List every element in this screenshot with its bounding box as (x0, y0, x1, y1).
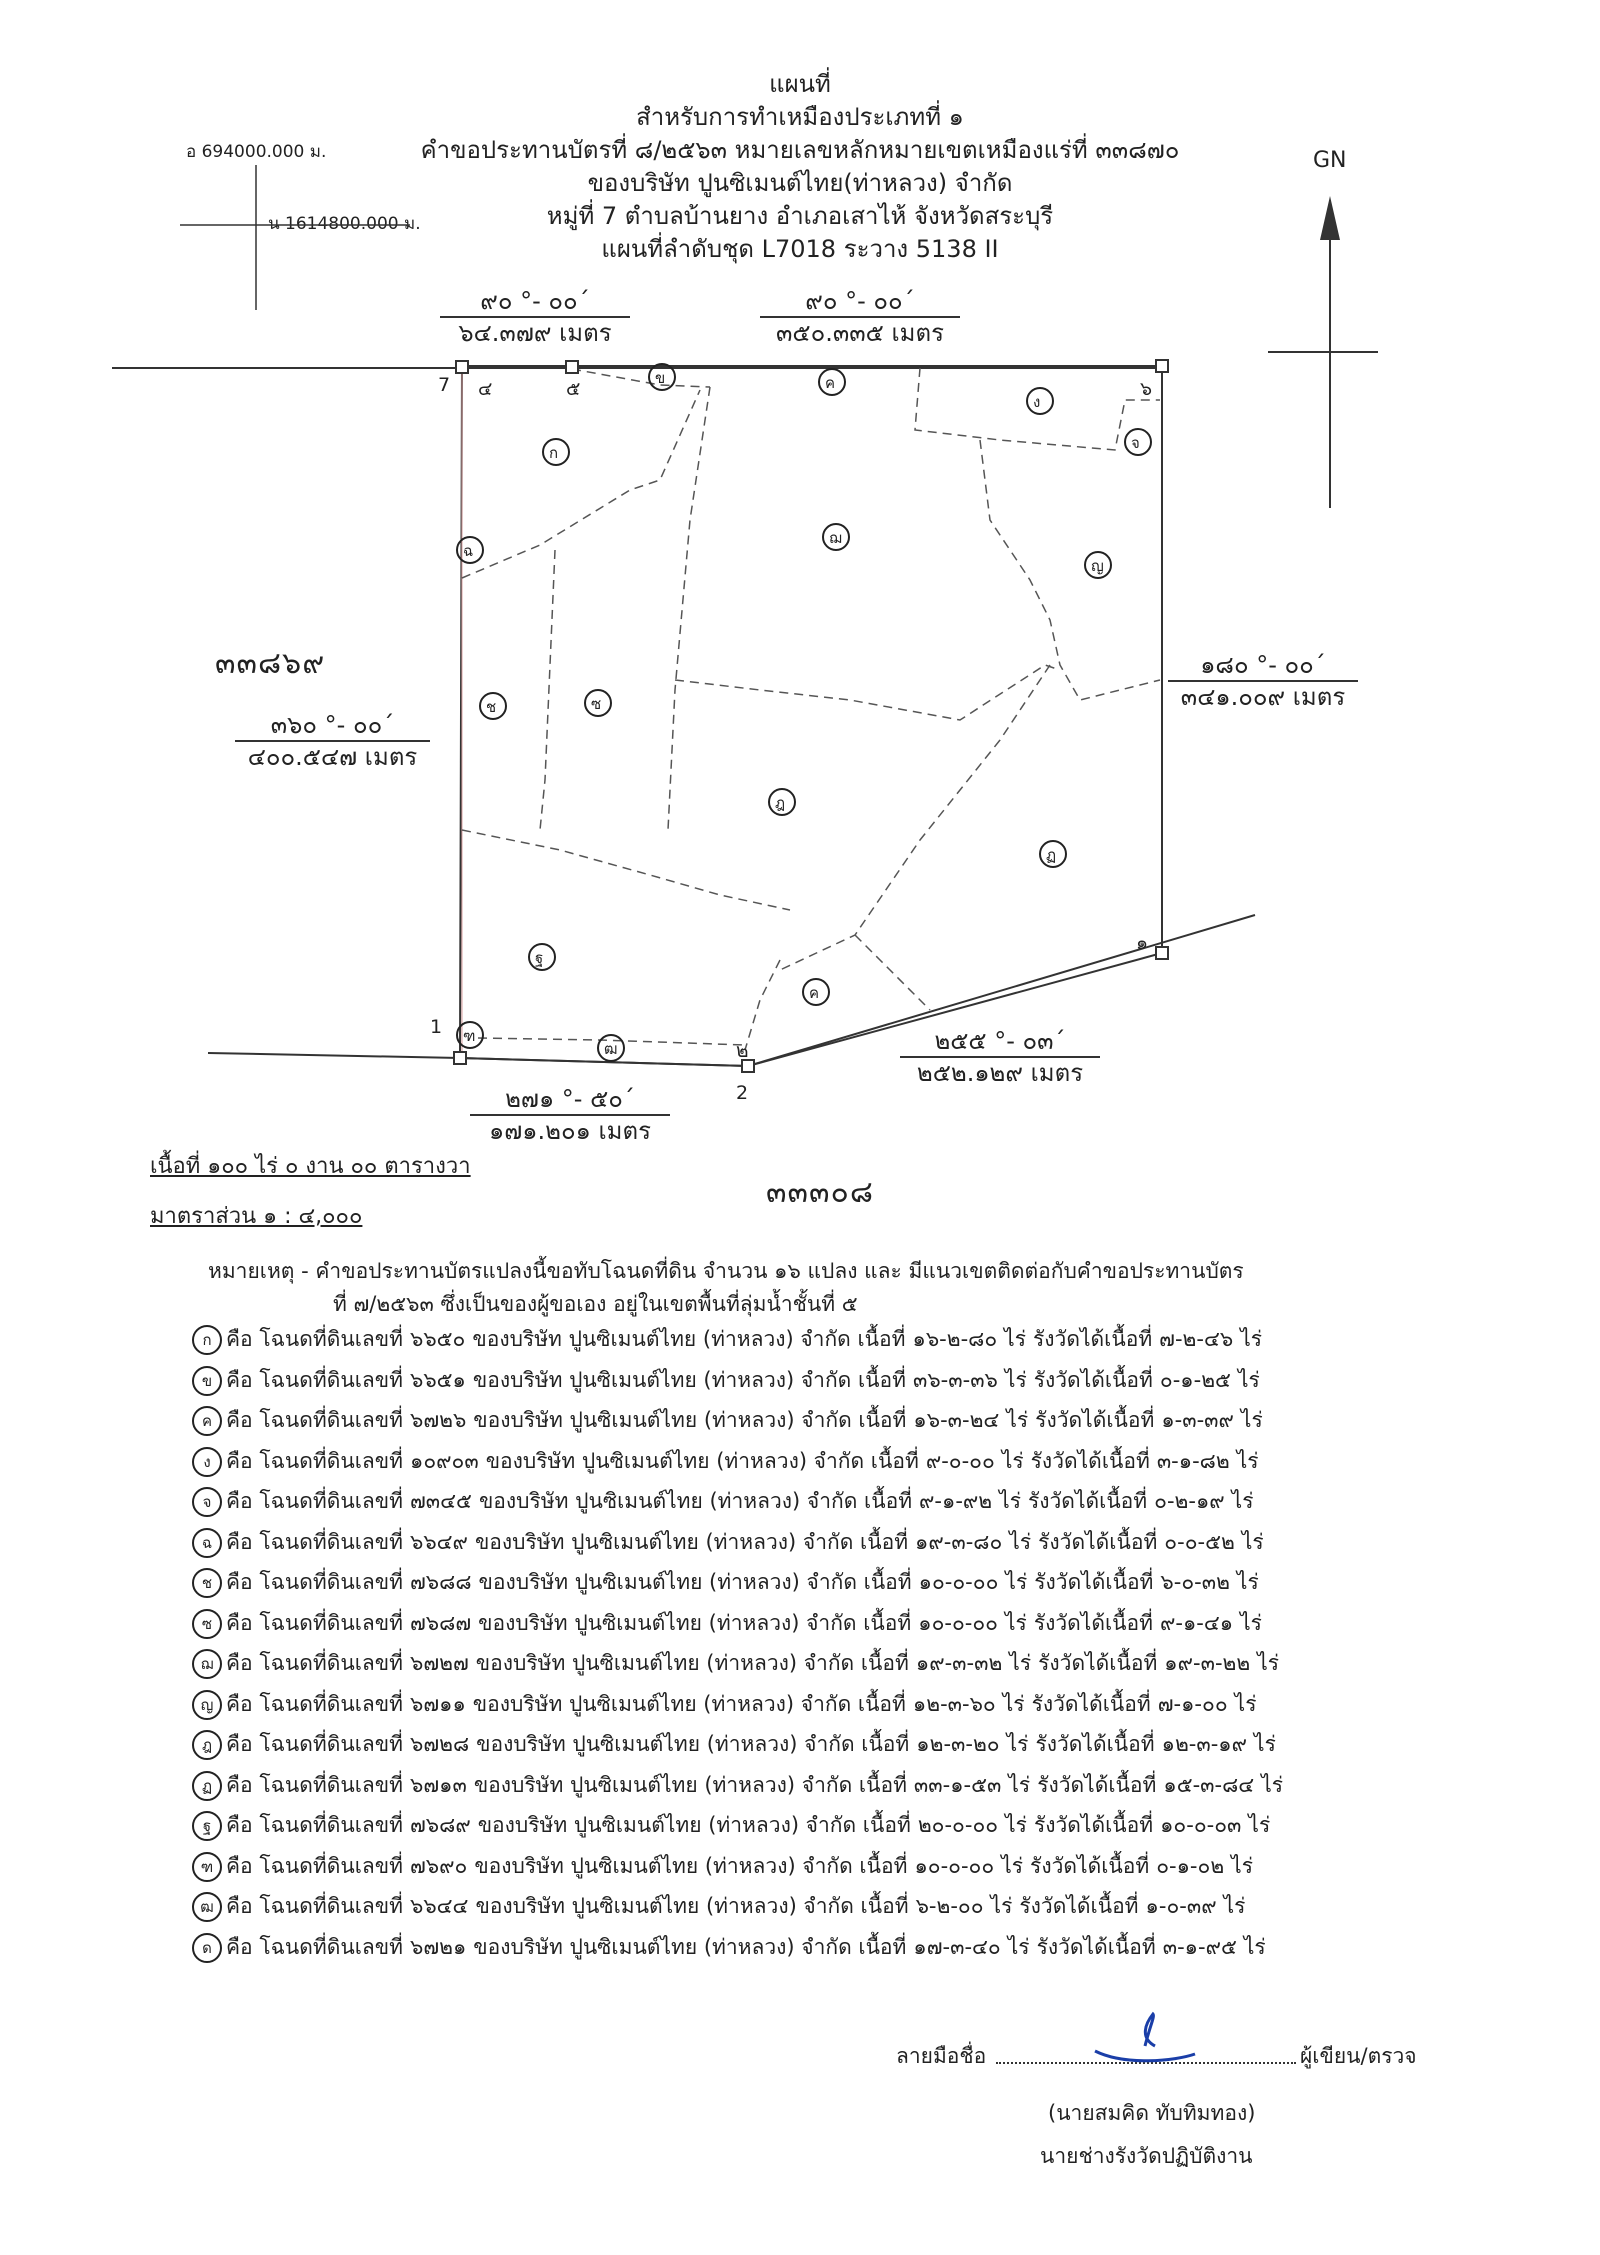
parcel-measured-label: รังวัดได้เนื้อที่ (1034, 1570, 1154, 1594)
parcel-measured-label: รังวัดได้เนื้อที่ (1035, 1732, 1155, 1756)
parcel-measured-label: รังวัดได้เนื้อที่ (1036, 1934, 1156, 1959)
parcel-area: ๑๒-๓-๒๐ (916, 1732, 1000, 1756)
parcel-measured: ๙-๑-๔๑ (1160, 1610, 1234, 1635)
parcel-unit: ไร่ (1005, 1813, 1027, 1837)
map-parcel-cho4: ฌ (829, 529, 842, 547)
parcel-row (192, 1931, 1273, 1964)
parcel-lines (462, 368, 1160, 1050)
handwritten-signature (1085, 2006, 1205, 2066)
parcel-measured-label: รังวัดได้เนื้อที่ (1033, 1327, 1153, 1351)
parcel-owner: ของบริษัท ปูนซิเมนต์ไทย (ท่าหลวง) จำกัด เนื้อที่ (478, 1610, 912, 1635)
bearing-top-left-angle: ๙๐ °- ๐๐´ (440, 286, 630, 318)
parcel-prefix: คือ โฉนดที่ดินเลขที่ (226, 1853, 403, 1878)
parcel-owner: ของบริษัท ปูนซิเมนต์ไทย (ท่าหลวง) จำกัด เนื้อที่ (478, 1489, 913, 1513)
parcel-unit: ไร่ (1007, 1934, 1030, 1959)
parcel-owner: ของบริษัท ปูนซิเมนต์ไทย (ท่าหลวง) จำกัด เนื้อที่ (478, 1570, 912, 1594)
permit-boundary (460, 366, 1162, 1066)
parcel-row (192, 1445, 1266, 1478)
parcel-area: ๓๖-๓-๓๖ (913, 1367, 998, 1392)
parcel-circles (457, 364, 1151, 1061)
parcel-owner: ของบริษัท ปูนซิเมนต์ไทย (ท่าหลวง) จำกัด เนื้อที่ (472, 1327, 906, 1351)
bearing-top-left (440, 286, 630, 348)
parcel-owner: ของบริษัท ปูนซิเมนต์ไทย (ท่าหลวง) จำกัด เนื้อที่ (473, 1408, 907, 1432)
parcel-measured: ๓-๑-๙๕ (1162, 1934, 1237, 1959)
marker-7 (456, 361, 468, 373)
parcel-key-badge: ข (192, 1366, 222, 1396)
company-line: ของบริษัท ปูนซิเมนต์ไทย(ท่าหลวง) จำกัด (587, 169, 1013, 197)
parcel-key-badge: ง (192, 1447, 222, 1477)
parcel-key-badge: ฌ (192, 1649, 222, 1679)
parcel-unit: ไร่ (1240, 1327, 1263, 1351)
parcel-prefix: คือ โฉนดที่ดินเลขที่ (226, 1691, 403, 1716)
parcel-unit: ไร่ (1009, 1529, 1032, 1554)
area-summary: เนื้อที่ ๑๐๐ ไร่ ๐ งาน ๐๐ ตารางวา (150, 1154, 471, 1179)
parcel-key-badge: ค (192, 1406, 222, 1436)
parcel-key-badge: ช (192, 1568, 222, 1598)
parcel-prefix: คือ โฉนดที่ดินเลขที่ (226, 1813, 403, 1837)
neighbor-west: ๓๓๘๖๙ (215, 646, 326, 681)
parcel-row (192, 1769, 1290, 1802)
map-parcel-ngo: ง (1033, 393, 1041, 411)
parcel-unit: ไร่ (1002, 1691, 1025, 1716)
parcel-row (192, 1850, 1260, 1883)
parcel-measured: ๖-๐-๓๒ (1160, 1570, 1230, 1594)
parcel-prefix: คือ โฉนดที่ดินเลขที่ (226, 1894, 403, 1918)
parcel-unit: ไร่ (1240, 1408, 1263, 1432)
parcel-row (192, 1323, 1269, 1356)
parcel-measured: ๑-๓-๓๙ (1161, 1408, 1234, 1432)
parcel-measured: ๗-๒-๔๖ (1159, 1327, 1234, 1351)
parcel-deed: ๖๗๑๑ (410, 1691, 466, 1716)
parcel-key-badge: ฏ (192, 1771, 222, 1801)
parcel-owner: ของบริษัท ปูนซิเมนต์ไทย (ท่าหลวง) จำกัด เนื้อที่ (473, 1772, 907, 1797)
parcel-measured-label: รังวัดได้เนื้อที่ (1033, 1610, 1153, 1635)
parcel-row (192, 1526, 1271, 1559)
parcel-area: ๑๗-๓-๔๐ (913, 1934, 1001, 1959)
parcel-measured-label: รังวัดได้เนื้อที่ (1033, 1813, 1154, 1837)
parcel-measured-label: รังวัดได้เนื้อที่ (1027, 1489, 1148, 1513)
bearing-right-dist: ๓๔๑.๐๐๙ เมตร (1180, 683, 1346, 711)
parcel-measured: ๑๕-๓-๘๔ (1163, 1772, 1255, 1797)
parcel-unit: ไร่ (1240, 1610, 1262, 1635)
parcel-row (192, 1404, 1270, 1437)
bearing-bottom-right-dist: ๒๕๒.๑๒๙ เมตร (916, 1059, 1084, 1087)
north-arrow-icon (1268, 196, 1378, 508)
map-parcel-yo: ญ (1091, 557, 1104, 575)
parcel-owner: ของบริษัท ปูนซิเมนต์ไทย (ท่าหลวง) จำกัด เนื้อที่ (475, 1894, 909, 1918)
map-parcel-cho3: จ (1131, 434, 1140, 452)
parcel-measured: ๑๒-๓-๑๙ (1161, 1732, 1248, 1756)
parcel-prefix: คือ โฉนดที่ดินเลขที่ (226, 1489, 403, 1513)
parcel-owner: ของบริษัท ปูนซิเมนต์ไทย (ท่าหลวง) จำกัด เนื้อที่ (472, 1367, 906, 1392)
marker-1-right (1156, 947, 1168, 959)
parcel-unit: ไร่ (1236, 1570, 1259, 1594)
location-line: หมู่ที่ 7 ตำบลบ้านยาง อำเภอเสาไห้ จังหวัดสระบุรี (546, 202, 1054, 230)
parcel-unit: ไร่ (1006, 1408, 1029, 1432)
parcel-prefix: คือ โฉนดที่ดินเลขที่ (226, 1610, 403, 1635)
parcel-unit: ไร่ (1231, 1853, 1254, 1878)
parcel-unit: ไร่ (1005, 1570, 1028, 1594)
parcel-unit: ไร่ (1261, 1772, 1284, 1797)
parcel-measured-label: รังวัดได้เนื้อที่ (1033, 1367, 1153, 1392)
signature-role: ผู้เขียน/ตรวจ (1300, 2044, 1417, 2068)
sheet-line: แผนที่ลำดับชุด L7018 ระวาง 5138 II (601, 235, 999, 263)
parcel-deed: ๖๗๑๓ (410, 1772, 467, 1797)
bearing-bottom-right-angle: ๒๕๕ °- ๐๓´ (900, 1026, 1100, 1058)
bearing-bottom-left-dist: ๑๗๑.๒๐๑ เมตร (489, 1117, 651, 1145)
map-parcel-kho3: ค (809, 984, 820, 1002)
map-parcel-kho2: ค (825, 374, 836, 392)
parcel-measured: ๑-๐-๓๙ (1145, 1894, 1217, 1918)
parcel-owner: ของบริษัท ปูนซิเมนต์ไทย (ท่าหลวง) จำกัด เนื้อที่ (475, 1651, 909, 1675)
corner-thai-4: ๔ (478, 378, 493, 400)
parcel-area: ๑๙-๓-๓๒ (915, 1651, 1003, 1675)
parcel-prefix: คือ โฉนดที่ดินเลขที่ (226, 1934, 403, 1959)
parcel-area: ๑๖-๒-๘๐ (912, 1327, 998, 1351)
map-parcel-tho2: ฑ (463, 1027, 476, 1045)
marker-5 (566, 361, 578, 373)
parcel-area: ๑๒-๓-๖๐ (912, 1691, 996, 1716)
parcel-row (192, 1566, 1266, 1599)
map-parcel-so: ซ (591, 695, 602, 713)
parcel-row (192, 1607, 1269, 1640)
parcel-deed: ๖๖๕๑ (410, 1367, 466, 1392)
parcel-measured: ๐-๒-๑๙ (1154, 1489, 1225, 1513)
signer-title: นายช่างรังวัดปฏิบัติงาน (1040, 2144, 1253, 2168)
parcel-measured-label: รังวัดได้เนื้อที่ (1030, 1853, 1150, 1878)
parcel-measured: ๓-๑-๘๒ (1156, 1448, 1230, 1473)
parcel-key-badge: ฉ (192, 1528, 222, 1558)
map-title: แผนที่ (769, 70, 831, 98)
parcel-unit: ไร่ (1008, 1772, 1031, 1797)
parcel-owner: ของบริษัท ปูนซิเมนต์ไทย (ท่าหลวง) จำกัด เนื้อที่ (473, 1934, 907, 1959)
corner-thai-5: ๕ (566, 378, 581, 400)
map-parcel-tho: ฐ (535, 949, 544, 967)
parcel-deed: ๖๗๒๗ (410, 1651, 469, 1675)
bearing-right-angle: ๑๘๐ °- ๐๐´ (1168, 650, 1358, 682)
parcel-measured: ๐-๑-๒๕ (1159, 1367, 1231, 1392)
parcel-prefix: คือ โฉนดที่ดินเลขที่ (226, 1327, 403, 1351)
parcel-area: ๑๐-๐-๐๐ (918, 1610, 998, 1635)
remark-line-1: หมายเหตุ - คำขอประทานบัตรแปลงนี้ขอทับโฉนดที่ดิน จำนวน ๑๖ แปลง และ มีแนวเขตติดต่อกับคำขอประทานบัตร (208, 1259, 1244, 1283)
map-parcel-cho: ฉ (463, 542, 474, 560)
parcel-area: ๑๐-๐-๐๐ (914, 1853, 995, 1878)
parcel-prefix: คือ โฉนดที่ดินเลขที่ (226, 1448, 403, 1473)
corner-thai-2: ๒ (736, 1040, 749, 1062)
parcel-measured: ๑๙-๓-๒๒ (1164, 1651, 1251, 1675)
map-parcel-cho2: ช (486, 698, 497, 716)
parcel-measured: ๑๐-๐-๐๓ (1160, 1813, 1242, 1837)
bearing-right (1168, 650, 1358, 712)
parcel-measured-label: รังวัดได้เนื้อที่ (1031, 1691, 1151, 1716)
parcel-key-badge: จ (192, 1487, 222, 1517)
parcel-owner: ของบริษัท ปูนซิเมนต์ไทย (ท่าหลวง) จำกัด เนื้อที่ (474, 1853, 908, 1878)
bearing-left-angle: ๓๖๐ °- ๐๐´ (235, 710, 430, 742)
survey-markers (454, 360, 1168, 1072)
parcel-prefix: คือ โฉนดที่ดินเลขที่ (226, 1529, 403, 1554)
parcel-measured-label: รังวัดได้เนื้อที่ (1037, 1772, 1157, 1797)
parcel-unit: ไร่ (1001, 1853, 1024, 1878)
parcel-unit: ไร่ (1004, 1327, 1027, 1351)
parcel-measured: ๐-๐-๕๒ (1164, 1529, 1235, 1554)
parcel-measured: ๐-๑-๐๒ (1156, 1853, 1225, 1878)
parcel-measured: ๗-๑-๐๐ (1157, 1691, 1228, 1716)
corner-2: 2 (736, 1082, 749, 1104)
parcel-row (192, 1890, 1252, 1923)
parcel-deed: ๗๖๘๗ (410, 1610, 472, 1635)
parcel-owner: ของบริษัท ปูนซิเมนต์ไทย (ท่าหลวง) จำกัด เนื้อที่ (476, 1732, 910, 1756)
bearing-top-right-angle: ๙๐ °- ๐๐´ (760, 286, 960, 318)
bearing-top-right-dist: ๓๕๐.๓๓๕ เมตร (776, 319, 944, 347)
parcel-area: ๙-๑-๙๒ (919, 1489, 993, 1513)
parcel-unit: ไร่ (1236, 1448, 1259, 1473)
parcel-deed: ๗๖๘๙ (410, 1813, 471, 1837)
permit-line: คำขอประทานบัตรที่ ๘/๒๕๖๓ หมายเลขหลักหมายเขตเหมืองแร่ที่ ๓๓๘๗๐ (420, 136, 1180, 164)
northing-label: น 1614800.000 ม. (268, 214, 421, 234)
bearing-left (235, 710, 430, 772)
parcel-deed: ๖๖๔๙ (410, 1529, 468, 1554)
parcel-deed: ๖๗๒๖ (410, 1408, 467, 1432)
parcel-area: ๑๐-๐-๐๐ (918, 1570, 999, 1594)
parcel-unit: ไร่ (1234, 1691, 1257, 1716)
parcel-row (192, 1485, 1261, 1518)
parcel-key-badge: ด (192, 1933, 222, 1963)
parcel-unit: ไร่ (1223, 1894, 1246, 1918)
remark-line-2: ที่ ๗/๒๕๖๓ ซึ่งเป็นของผู้ขอเอง อยู่ในเขตพื้นที่ลุ่มน้ำชั้นที่ ๕ (333, 1292, 858, 1316)
parcel-row (192, 1364, 1267, 1397)
parcel-key-badge: ญ (192, 1690, 222, 1720)
easting-label: อ 694000.000 ม. (186, 142, 327, 162)
parcel-area: ๑๖-๓-๒๔ (913, 1408, 1000, 1432)
map-parcel-no: ฒ (604, 1040, 618, 1058)
parcel-unit: ไร่ (1257, 1651, 1280, 1675)
map-subtitle: สำหรับการทำเหมืองประเภทที่ ๑ (636, 103, 964, 131)
parcel-area: ๑๙-๓-๘๐ (915, 1529, 1003, 1554)
parcel-key-badge: ฑ (192, 1852, 222, 1882)
parcel-deed: ๑๐๙๐๓ (410, 1448, 479, 1473)
parcel-unit: ไร่ (1001, 1448, 1024, 1473)
parcel-unit: ไร่ (1243, 1934, 1266, 1959)
parcel-unit: ไร่ (1006, 1732, 1029, 1756)
corner-1: 1 (430, 1016, 443, 1038)
parcel-row (192, 1688, 1264, 1721)
bearing-top-left-dist: ๖๔.๓๗๙ เมตร (458, 319, 612, 347)
corner-7: 7 (438, 374, 451, 396)
north-label: GN (1313, 148, 1347, 173)
parcel-deed: ๖๖๕๐ (410, 1327, 466, 1351)
parcel-prefix: คือ โฉนดที่ดินเลขที่ (226, 1651, 403, 1675)
corner-thai-1: ๑ (1136, 932, 1149, 954)
parcel-measured-label: รังวัดได้เนื้อที่ (1038, 1529, 1158, 1554)
parcel-unit: ไร่ (999, 1489, 1021, 1513)
map-parcel-do: ฎ (775, 794, 786, 812)
parcel-unit: ไร่ (1009, 1651, 1032, 1675)
map-parcel-ka: ก (549, 444, 559, 462)
parcel-unit: ไร่ (1248, 1813, 1271, 1837)
parcel-deed: ๗๖๙๐ (410, 1853, 468, 1878)
parcel-measured-label: รังวัดได้เนื้อที่ (1038, 1651, 1158, 1675)
parcel-deed: ๖๖๔๔ (410, 1894, 469, 1918)
parcel-measured-label: รังวัดได้เนื้อที่ (1019, 1894, 1139, 1918)
parcel-area: ๖-๒-๐๐ (915, 1894, 984, 1918)
map-scale: มาตราส่วน ๑ : ๔,๐๐๐ (150, 1204, 363, 1229)
parcel-prefix: คือ โฉนดที่ดินเลขที่ (226, 1408, 403, 1432)
parcel-key-badge: ฐ (192, 1811, 222, 1841)
parcel-key-badge: ซ (192, 1609, 222, 1639)
signature-label: ลายมือชื่อ (896, 2044, 987, 2068)
parcel-deed: ๗๓๔๕ (410, 1489, 472, 1513)
parcel-key-badge: ฎ (192, 1730, 222, 1760)
parcel-owner: ของบริษัท ปูนซิเมนต์ไทย (ท่าหลวง) จำกัด เนื้อที่ (485, 1448, 919, 1473)
parcel-row (192, 1809, 1277, 1842)
marker-1 (454, 1052, 466, 1064)
road-line-bottom-left (208, 1053, 460, 1058)
marker-6 (1156, 360, 1168, 372)
bearing-bottom-left (470, 1084, 670, 1146)
corner-thai-6: ๖ (1140, 378, 1153, 400)
parcel-prefix: คือ โฉนดที่ดินเลขที่ (226, 1772, 403, 1797)
parcel-prefix: คือ โฉนดที่ดินเลขที่ (226, 1732, 403, 1756)
parcel-unit: ไร่ (1254, 1732, 1276, 1756)
parcel-measured-label: รังวัดได้เนื้อที่ (1035, 1408, 1155, 1432)
map-parcel-kho: ข (655, 369, 666, 387)
parcel-unit: ไร่ (1241, 1529, 1264, 1554)
parcel-key-badge: ก (192, 1325, 222, 1355)
bearing-left-dist: ๔๐๐.๕๔๗ เมตร (247, 743, 418, 771)
bearing-top-right (760, 286, 960, 348)
parcel-area: ๙-๐-๐๐ (925, 1448, 995, 1473)
parcel-unit: ไร่ (990, 1894, 1013, 1918)
signer-name: (นายสมคิด ทับทิมทอง) (1048, 2101, 1256, 2125)
parcel-owner: ของบริษัท ปูนซิเมนต์ไทย (ท่าหลวง) จำกัด เนื้อที่ (474, 1529, 909, 1554)
parcel-unit: ไร่ (1237, 1367, 1260, 1392)
parcel-prefix: คือ โฉนดที่ดินเลขที่ (226, 1570, 403, 1594)
parcel-area: ๒๐-๐-๐๐ (917, 1813, 999, 1837)
map-parcel-to: ฏ (1046, 846, 1057, 864)
parcel-row (192, 1647, 1286, 1680)
parcel-measured-label: รังวัดได้เนื้อที่ (1030, 1448, 1150, 1473)
parcel-unit: ไร่ (1005, 1610, 1027, 1635)
parcel-owner: ของบริษัท ปูนซิเมนต์ไทย (ท่าหลวง) จำกัด เนื้อที่ (477, 1813, 911, 1837)
parcel-owner: ของบริษัท ปูนซิเมนต์ไทย (ท่าหลวง) จำกัด เนื้อที่ (472, 1691, 906, 1716)
parcel-unit: ไร่ (1231, 1489, 1254, 1513)
bearing-bottom-right (900, 1026, 1100, 1088)
parcel-area: ๓๓-๑-๕๓ (913, 1772, 1002, 1797)
bearing-bottom-left-angle: ๒๗๑ °- ๕๐´ (470, 1084, 670, 1116)
parcel-deed: ๖๗๒๘ (410, 1732, 470, 1756)
parcel-deed: ๖๗๒๑ (410, 1934, 467, 1959)
parcel-key-badge: ฒ (192, 1892, 222, 1922)
parcel-unit: ไร่ (1004, 1367, 1027, 1392)
parcel-prefix: คือ โฉนดที่ดินเลขที่ (226, 1367, 403, 1392)
parcel-row (192, 1728, 1283, 1761)
parcel-deed: ๗๖๘๘ (410, 1570, 472, 1594)
neighbor-south: ๓๓๓๐๘ (766, 1175, 874, 1210)
